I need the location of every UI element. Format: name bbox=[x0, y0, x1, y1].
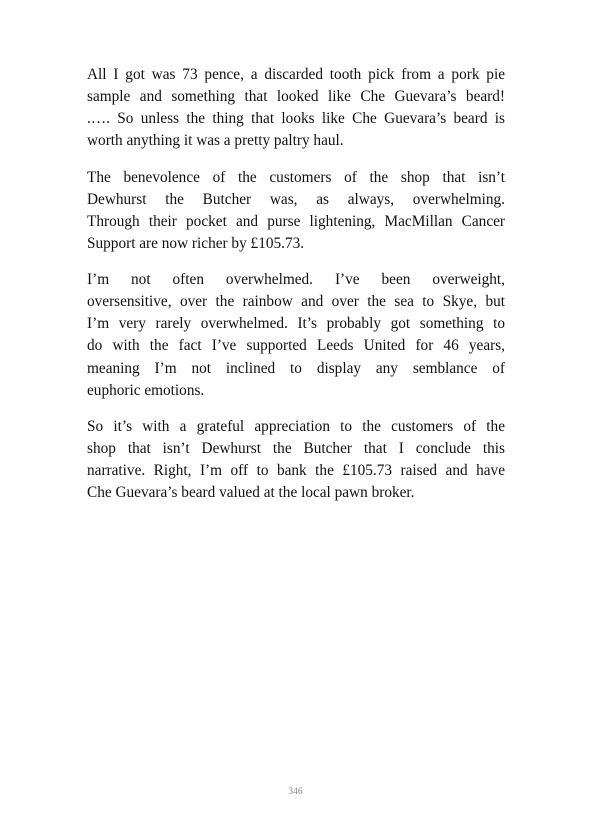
text-line: Dewhurst the Butcher was, as always, overwhelming. bbox=[87, 190, 505, 208]
paragraph-3 bbox=[87, 269, 505, 402]
text-line: All I got was 73 pence, a discarded tooth pick from a pork pie bbox=[87, 66, 505, 83]
text-line: Through their pocket and purse lightening, MacMillan Cancer bbox=[87, 212, 505, 230]
paragraph-4 bbox=[87, 416, 505, 504]
body-text bbox=[87, 64, 505, 518]
text-line: narrative. Right, I’m off to bank the £105.73 raised and have bbox=[87, 462, 505, 480]
paragraph-1 bbox=[87, 64, 505, 152]
text-line: oversensitive, over the rainbow and over the sea to Skye, but bbox=[87, 293, 505, 311]
text-line: euphoric emotions. bbox=[87, 381, 205, 399]
text-line: Che Guevara’s beard valued at the local pawn broker. bbox=[87, 484, 415, 502]
page-number: 346 bbox=[288, 787, 303, 797]
text-line: The benevolence of the customers of the shop that isn’t bbox=[87, 168, 505, 186]
text-line: I’m not often overwhelmed. I’ve been overweight, bbox=[87, 271, 505, 289]
paragraph-2 bbox=[87, 167, 505, 255]
text-line: So it’s with a grateful appreciation to the customers of the bbox=[87, 417, 505, 435]
text-line: I’m very rarely overwhelmed. It’s probably got something to bbox=[87, 315, 505, 333]
text-line: shop that isn’t Dewhurst the Butcher that I conclude this bbox=[87, 439, 505, 457]
text-line: Support are now richer by £105.73. bbox=[87, 234, 305, 252]
text-line: worth anything it was a pretty paltry haul. bbox=[87, 132, 344, 150]
text-line: meaning I’m not inclined to display any semblance of bbox=[87, 359, 505, 377]
text-line: .…. So unless the thing that looks like Che Guevara’s beard is bbox=[87, 110, 505, 128]
text-line: sample and something that looked like Che Guevara’s beard! bbox=[87, 88, 505, 106]
text-line: do with the fact I’ve supported Leeds United for 46 years, bbox=[87, 337, 505, 355]
